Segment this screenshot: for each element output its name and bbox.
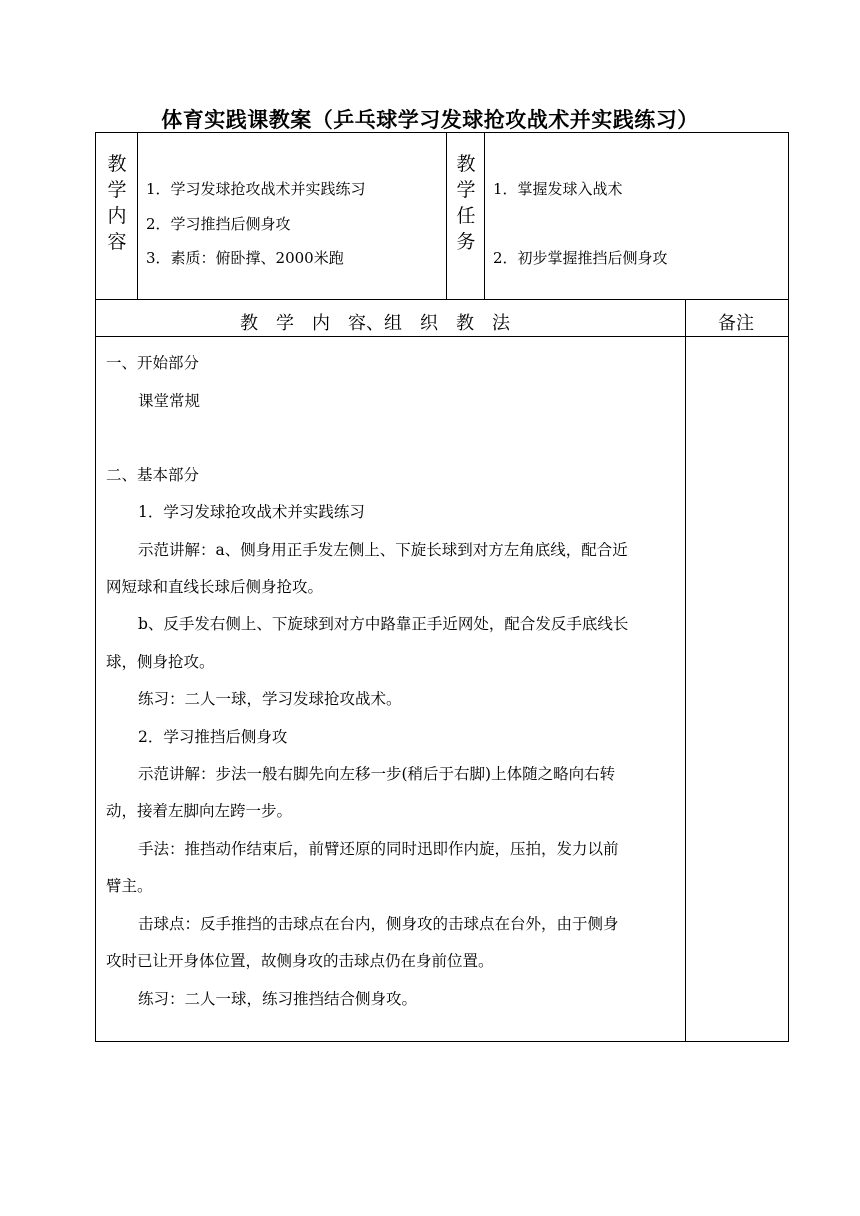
paragraph: b、反手发右侧上、下旋球到对方中路靠正手近网处，配合发反手底线长 — [138, 615, 629, 633]
header-table — [95, 132, 789, 300]
paragraph: 练习：二人一球，学习发球抢攻战术。 — [138, 690, 402, 708]
content-table — [95, 299, 789, 1042]
paragraph: 课堂常规 — [138, 392, 201, 410]
paragraph: 示范讲解：a、侧身用正手发左侧上、下旋长球到对方左角底线，配合近 — [138, 541, 628, 559]
list-item: 2．初步掌握推挡后侧身攻 — [493, 249, 668, 267]
paragraph: 手法：推挡动作结束后，前臂还原的同时迅即作内旋，压拍，发力以前 — [138, 840, 619, 858]
paragraph: 2．学习推挡后侧身攻 — [138, 728, 288, 746]
paragraph: 网短球和直线长球后侧身抢攻。 — [106, 578, 324, 596]
list-item: 3．素质：俯卧撑、2000米跑 — [146, 249, 344, 267]
page-title: 体育实践课教案（乒乓球学习发球抢攻战术并实践练习） — [161, 107, 699, 132]
section-header: 教 学 内 容、组 织 教 法 — [240, 313, 510, 334]
paragraph: 示范讲解：步法一般右脚先向左移一步(稍后于右脚)上体随之略向右转 — [138, 765, 616, 783]
paragraph: 攻时已让开身体位置，故侧身攻的击球点仍在身前位置。 — [106, 952, 494, 970]
paragraph: 击球点：反手推挡的击球点在台内，侧身攻的击球点在台外，由于侧身 — [138, 915, 619, 933]
paragraph: 臂主。 — [106, 877, 153, 895]
list-item: 1．掌握发球入战术 — [493, 180, 623, 198]
list-item: 2．学习推挡后侧身攻 — [146, 215, 291, 233]
divider — [96, 336, 788, 337]
teaching-content-label: 教 学 内 容 — [107, 153, 127, 253]
paragraph: 练习：二人一球，练习推挡结合侧身攻。 — [138, 990, 418, 1008]
paragraph: 1．学习发球抢攻战术并实践练习 — [138, 503, 365, 521]
divider — [137, 133, 138, 299]
section-heading: 二、基本部分 — [106, 466, 200, 484]
section-heading: 一、开始部分 — [106, 354, 200, 372]
list-item: 1．学习发球抢攻战术并实践练习 — [146, 180, 366, 198]
teaching-tasks-label: 教 学 任 务 — [456, 153, 476, 253]
paragraph: 动，接着左脚向左跨一步。 — [106, 802, 293, 820]
remarks-header: 备注 — [718, 313, 754, 334]
paragraph: 球，侧身抢攻。 — [106, 653, 215, 671]
